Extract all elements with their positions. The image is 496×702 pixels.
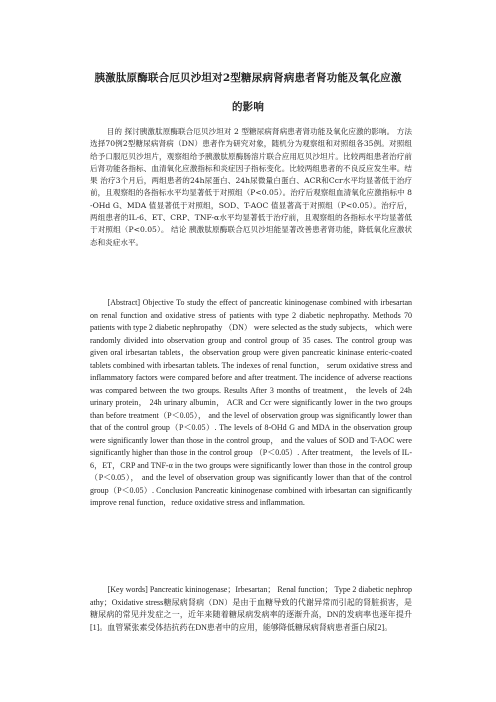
- paper-title-line-2: 的影响: [231, 101, 265, 113]
- paper-title-line-1: 胰激肽原酶联合厄贝沙坦对2型糖尿病肾病患者肾功能及氧化应激: [94, 72, 402, 84]
- abstract-chinese: 目的 探讨胰激肽原酶联合厄贝沙坦对 2 型糖尿病肾病患者肾功能及氧化应激的影响。 方法 选择70例2型糖尿病肾病（DN）患者作为研究对象，随机分为观察组和对照组各35例。对照组给予口服厄贝沙坦片，观察组给予胰激肽原酶肠溶片联合应用厄贝沙坦片。比较两组患者治疗前后肾功能各指标、血清氧化应激指标和炎症因子指标变化。比较两组患者的不良反应发生率。结果 治疗3个月后，两组患者的24h尿蛋白、24h尿微量白蛋白、ACR和Ccr水平均显著低于治疗前，且观察组的各指标水平均显著低于对照组（P<0.05）。治疗后观察组血清氧化应激指标中 8-OHd G、MDA 值显著低于对照组，SOD、T-AOC 值显著高于对照组（P<0.05）。治疗后，两组患者的IL-6、ET、CRP、TNF-α水平均显著低于治疗前，且观察组的各指标水平均显著低于对照组（P<0.05）。 结论 胰激肽原酶联合厄贝沙坦能显著改善患者肾功能，降低氧化应激状态和炎症水平。: [90, 127, 412, 247]
- paper-title: [50, 64, 446, 122]
- abstract-english: [Abstract] Objective To study the effect of pancreatic kininogenase combined with irbesartan on renal function and oxidative stress of patients with type 2 diabetic nephropathy. Methods 70 patients with type 2 diabetic nephropathy （DN） were selected as the study subjects， which were randomly divided into observation group and control group of 35 cases. The control group was given oral irbesartan tablets，the observation group were given pancreatic kininase enteric-coated tablets combined with irbesartan tablets. The indexes of renal function， serum oxidative stress and inflammatory factors were compared before and after treatment. The incidence of adverse reactions was compared between the two groups. Results After 3 months of treatment， the levels of 24h urinary protein， 24h urinary albumin， ACR and Ccr were significantly lower in the two groups than before treatment（P＜0.05）， and the level of observation group was significantly lower than that of the control group（P＜0.05）. The levels of 8-OHd G and MDA in the observation group were significantly lower than those in the control group， and the values of SOD and T-AOC were significantly higher than those in the control group （P＜0.05）. After treatment， the levels of IL-6，ET，CRP and TNF-α in the two groups were significantly lower than those in the control group（P＜0.05）， and the level of observation group was significantly lower than that of the control group（P＜0.05）. Conclusion Pancreatic kininogenase combined with irbesartan can significantly improve renal function，reduce oxidative stress and inflammation.: [90, 298, 412, 507]
- keywords-and-introduction: [Key words] Pancreatic kininogenase；Irbesartan； Renal function； Type 2 diabetic nephropathy；Oxidative stress糖尿病肾病（DN）是由于血糖导致的代谢异常而引起的肾脏损害，是糖尿病的常见并发症之一，近年来随着糖尿病发病率的逐渐升高，DN的发病率也逐年提升[1]。血管紧张素受体拮抗药在DN患者中的应用，能够降低糖尿病肾病患者蛋白尿[2]。: [90, 585, 412, 632]
